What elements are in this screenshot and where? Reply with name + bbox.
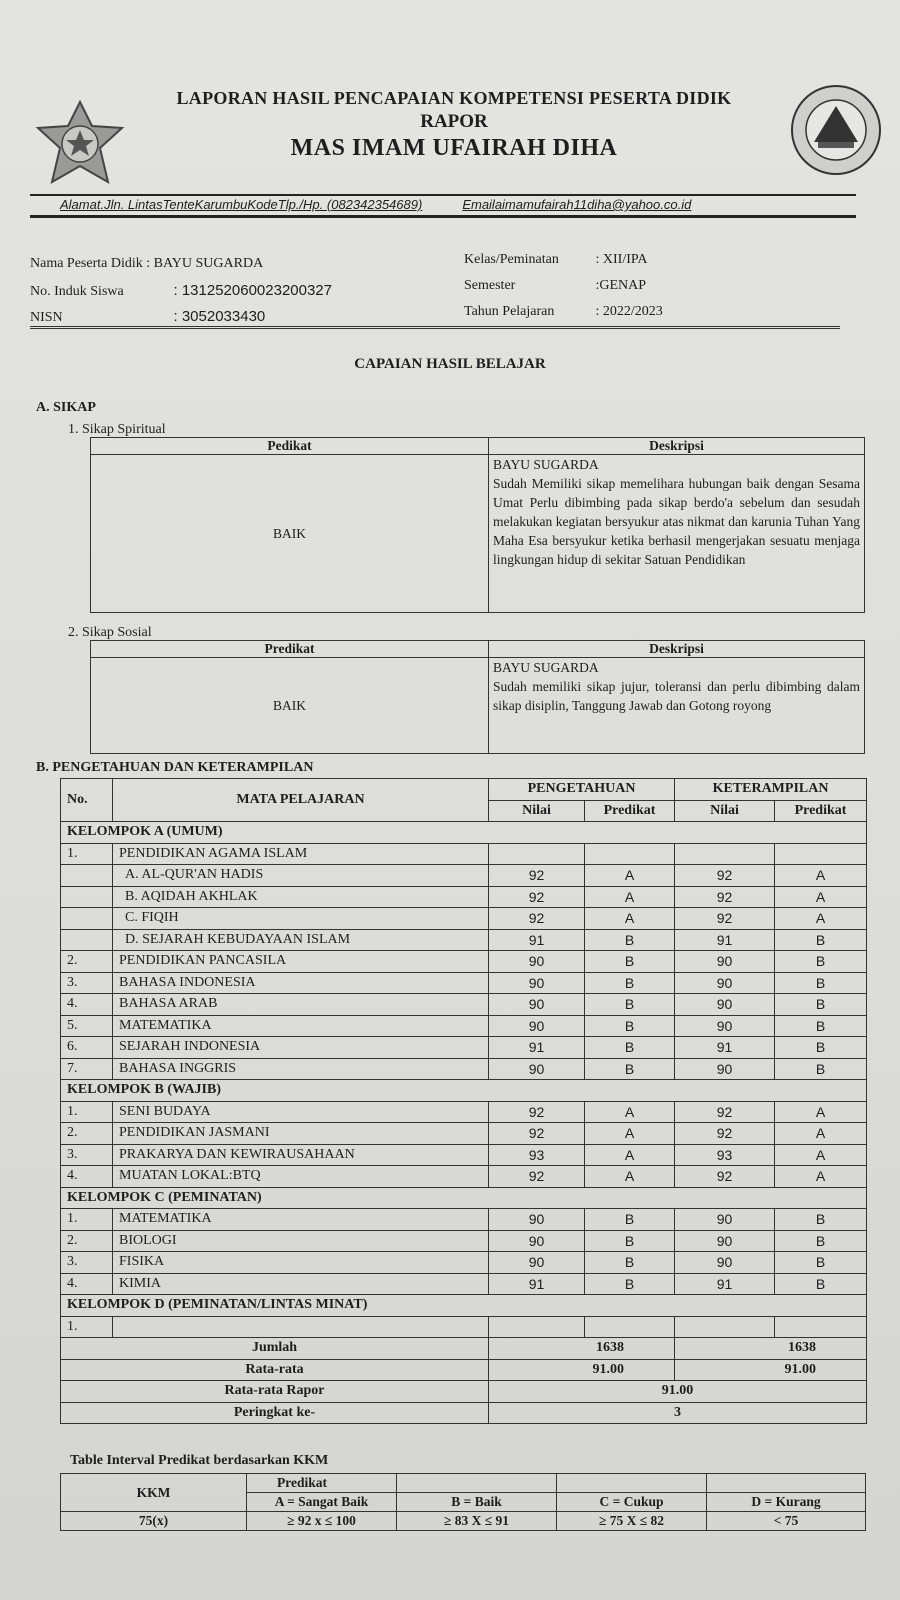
- sosial-description-cell: [489, 658, 865, 754]
- row-ket-nilai: 90: [675, 972, 775, 994]
- table-row: [61, 951, 867, 973]
- kkm-b-range: ≥ 83 X ≤ 91: [397, 1512, 557, 1531]
- row-subject: BIOLOGI: [113, 1230, 489, 1252]
- spiritual-predikat: BAIK: [91, 455, 489, 613]
- row-peng-nilai: 92: [489, 908, 585, 930]
- row-peng-predikat: A: [585, 886, 675, 908]
- row-peng-predikat: A: [585, 1101, 675, 1123]
- row-peng-nilai: 90: [489, 1015, 585, 1037]
- row-peng-nilai: 91: [489, 1273, 585, 1295]
- table-row: [61, 1058, 867, 1080]
- student-nis-label: No. Induk Siswa: [30, 284, 124, 299]
- row-peng-predikat: A: [585, 1166, 675, 1188]
- row-subject: C. FIQIH: [113, 908, 489, 930]
- kkm-c-label: C = Cukup: [557, 1493, 707, 1512]
- row-peng-nilai: 90: [489, 972, 585, 994]
- row-ket-nilai: 91: [675, 929, 775, 951]
- row-ket-nilai: 90: [675, 994, 775, 1016]
- row-ket-nilai: 91: [675, 1273, 775, 1295]
- row-no: 6.: [61, 1037, 113, 1059]
- kkm-a-label: A = Sangat Baik: [247, 1493, 397, 1512]
- student-identity: [30, 252, 850, 332]
- sosial-predikat: BAIK: [91, 658, 489, 754]
- row-no: 4.: [61, 1166, 113, 1188]
- row-subject: MATEMATIKA: [113, 1015, 489, 1037]
- spiritual-label: 1. Sikap Spiritual: [68, 422, 166, 437]
- sosial-label: 2. Sikap Sosial: [68, 625, 152, 640]
- row-ket-predikat: B: [775, 1058, 867, 1080]
- row-ket-nilai: 92: [675, 1123, 775, 1145]
- row-ket-predikat: B: [775, 929, 867, 951]
- row-ket-nilai: 90: [675, 951, 775, 973]
- row-peng-predikat: B: [585, 994, 675, 1016]
- row-ket-predikat: B: [775, 951, 867, 973]
- row-no: [61, 908, 113, 930]
- kkm-c-range: ≥ 75 X ≤ 82: [557, 1512, 707, 1531]
- spiritual-description: Sudah Memiliki sikap memelihara hubungan baik dengan Sesama Umat Perlu dibimbing pada sikap berdo'a sebelum dan sesudah melakukan kegiatan bersyukur atas nikmat dan karunia Tuhan Yang Maha Esa bersyukur ketika berhasil mengerjakan sesuatu menjaga lingkungan hidup di sekitar Satuan Pendidikan: [493, 476, 860, 567]
- sosial-pred-header: Predikat: [91, 641, 489, 658]
- group-d-header: KELOMPOK D (PEMINATAN/LINTAS MINAT): [61, 1295, 867, 1317]
- group-c-header: KELOMPOK C (PEMINATAN): [61, 1187, 867, 1209]
- jumlah-label: Jumlah: [61, 1338, 489, 1360]
- row-subject: B. AQIDAH AKHLAK: [113, 886, 489, 908]
- row-peng-predikat: A: [585, 1123, 675, 1145]
- table-row: [61, 886, 867, 908]
- row-peng-predikat: B: [585, 951, 675, 973]
- student-nisn-value: : 3052033430: [173, 308, 266, 325]
- col-ket-predikat-header: Predikat: [775, 800, 867, 822]
- kkm-d-range: < 75: [707, 1512, 866, 1531]
- sosial-description: Sudah memiliki sikap jujur, toleransi dan perlu dibimbing dalam sikap disiplin, Tanggung Jawab dan Gotong royong: [493, 679, 860, 713]
- table-row: [61, 1230, 867, 1252]
- student-nis-row: [30, 282, 332, 300]
- row-subject: BAHASA INDONESIA: [113, 972, 489, 994]
- row-no: 4.: [61, 994, 113, 1016]
- table-row: [61, 1015, 867, 1037]
- table-row: [61, 865, 867, 887]
- school-email: Emailaimamufairah11diha@yahoo.co.id: [462, 197, 692, 212]
- address-bar: [30, 194, 856, 218]
- row-no: 3.: [61, 1252, 113, 1274]
- table-row: [61, 1166, 867, 1188]
- row-subject: KIMIA: [113, 1273, 489, 1295]
- row-peng-predikat: B: [585, 1037, 675, 1059]
- row-subject: BAHASA INGGRIS: [113, 1058, 489, 1080]
- spiritual-table: [90, 437, 865, 613]
- col-keterampilan-header: KETERAMPILAN: [675, 779, 867, 801]
- row-ket-predikat: A: [775, 1166, 867, 1188]
- school-address: Alamat.Jln. LintasTenteKarumbuKodeTlp./Hp. (082342354689): [60, 197, 423, 212]
- table-row: [61, 1144, 867, 1166]
- student-nis-value: : 131252060023200327: [173, 282, 332, 299]
- row-ket-predikat: A: [775, 865, 867, 887]
- row-peng-nilai: 90: [489, 1252, 585, 1274]
- rata-label: Rata-rata: [61, 1359, 489, 1381]
- col-peng-predikat-header: Predikat: [585, 800, 675, 822]
- row-peng-nilai: 90: [489, 951, 585, 973]
- rata-pengetahuan: 91.00: [489, 1359, 675, 1381]
- spiritual-desc-name: BAYU SUGARDA: [493, 457, 599, 472]
- report-header: [30, 0, 878, 212]
- row-ket-nilai: 92: [675, 886, 775, 908]
- row-ket-predikat: B: [775, 1273, 867, 1295]
- row-no: 1.: [61, 1209, 113, 1231]
- row-subject: PENDIDIKAN JASMANI: [113, 1123, 489, 1145]
- row-no: 1.: [61, 1316, 113, 1338]
- row-subject: PRAKARYA DAN KEWIRAUSAHAAN: [113, 1144, 489, 1166]
- row-subject: PENDIDIKAN AGAMA ISLAM: [113, 843, 489, 865]
- row-peng-predikat: A: [585, 908, 675, 930]
- row-peng-nilai: 92: [489, 1123, 585, 1145]
- row-peng-predikat: B: [585, 1015, 675, 1037]
- row-peng-predikat: B: [585, 1209, 675, 1231]
- group-a-header: KELOMPOK A (UMUM): [61, 822, 867, 844]
- row-ket-nilai: 92: [675, 865, 775, 887]
- row-peng-nilai: 90: [489, 1209, 585, 1231]
- row-ket-predikat: B: [775, 1230, 867, 1252]
- rank-value: 3: [489, 1402, 867, 1424]
- row-no: 1.: [61, 1101, 113, 1123]
- row-subject: FISIKA: [113, 1252, 489, 1274]
- class-value: : XII/IPA: [595, 252, 648, 267]
- row-no: 7.: [61, 1058, 113, 1080]
- student-name-row: [30, 256, 263, 272]
- row-peng-nilai: 91: [489, 1037, 585, 1059]
- row-no: [61, 865, 113, 887]
- row-peng-nilai: 91: [489, 929, 585, 951]
- kkm-value: 75(x): [61, 1512, 247, 1531]
- year-row: [464, 304, 663, 320]
- divider: [30, 326, 840, 329]
- table-row: [61, 1101, 867, 1123]
- row-ket-predikat: B: [775, 1209, 867, 1231]
- class-label: Kelas/Peminatan: [464, 252, 559, 267]
- row-peng-nilai: 92: [489, 1166, 585, 1188]
- row-no: 3.: [61, 1144, 113, 1166]
- row-peng-predikat: B: [585, 1252, 675, 1274]
- row-no: [61, 886, 113, 908]
- row-ket-nilai: 92: [675, 908, 775, 930]
- row-ket-predikat: B: [775, 1252, 867, 1274]
- row-ket-nilai: 90: [675, 1058, 775, 1080]
- year-label: Tahun Pelajaran: [464, 304, 555, 319]
- row-ket-nilai: 90: [675, 1015, 775, 1037]
- grades-table: [60, 778, 867, 1424]
- row-peng-nilai: 93: [489, 1144, 585, 1166]
- row-ket-nilai: 91: [675, 1037, 775, 1059]
- rata-rapor-label: Rata-rata Rapor: [61, 1381, 489, 1403]
- grades-heading: B. PENGETAHUAN DAN KETERAMPILAN: [36, 760, 314, 775]
- row-ket-nilai: 93: [675, 1144, 775, 1166]
- report-titles: [30, 88, 878, 162]
- row-no: 2.: [61, 1123, 113, 1145]
- row-subject: MUATAN LOKAL:BTQ: [113, 1166, 489, 1188]
- row-no: 2.: [61, 1230, 113, 1252]
- row-no: 2.: [61, 951, 113, 973]
- kkm-b-label: B = Baik: [397, 1493, 557, 1512]
- jumlah-pengetahuan: 1638: [489, 1338, 675, 1360]
- row-ket-predikat: A: [775, 1123, 867, 1145]
- col-subject-header: MATA PELAJARAN: [113, 779, 489, 822]
- row-peng-predikat: A: [585, 1144, 675, 1166]
- rata-rapor-value: 91.00: [489, 1381, 867, 1403]
- table-row: [61, 929, 867, 951]
- row-ket-predikat: B: [775, 1015, 867, 1037]
- student-nisn-row: [30, 308, 265, 326]
- section-title: CAPAIAN HASIL BELAJAR: [354, 356, 546, 372]
- row-subject: MATEMATIKA: [113, 1209, 489, 1231]
- col-peng-nilai-header: Nilai: [489, 800, 585, 822]
- row-subject: A. AL-QUR'AN HADIS: [113, 865, 489, 887]
- row-peng-predikat: B: [585, 1058, 675, 1080]
- row-ket-nilai: 90: [675, 1252, 775, 1274]
- row-ket-nilai: 92: [675, 1101, 775, 1123]
- kkm-col-header: KKM: [61, 1474, 247, 1512]
- group-b-header: KELOMPOK B (WAJIB): [61, 1080, 867, 1102]
- table-row: [61, 908, 867, 930]
- sosial-desc-name: BAYU SUGARDA: [493, 660, 599, 675]
- row-peng-nilai: 90: [489, 1230, 585, 1252]
- row-no: 3.: [61, 972, 113, 994]
- row-peng-predikat: B: [585, 972, 675, 994]
- row-peng-predikat: A: [585, 865, 675, 887]
- rata-keterampilan: 91.00: [675, 1359, 867, 1381]
- sosial-desc-header: Deskripsi: [489, 641, 865, 658]
- row-peng-predikat: B: [585, 1230, 675, 1252]
- col-ket-nilai-header: Nilai: [675, 800, 775, 822]
- row-ket-predikat: B: [775, 1037, 867, 1059]
- row-subject: SEJARAH INDONESIA: [113, 1037, 489, 1059]
- row-subject: PENDIDIKAN PANCASILA: [113, 951, 489, 973]
- table-row: [61, 994, 867, 1016]
- student-nisn-label: NISN: [30, 310, 63, 325]
- spiritual-description-cell: [489, 455, 865, 613]
- sosial-table: [90, 640, 865, 754]
- spiritual-pred-header: Pedikat: [91, 438, 489, 455]
- row-no: 1.: [61, 843, 113, 865]
- table-row: [61, 1037, 867, 1059]
- row-peng-nilai: 90: [489, 994, 585, 1016]
- table-row: [61, 1252, 867, 1274]
- semester-label: Semester: [464, 278, 516, 293]
- table-row: [61, 1123, 867, 1145]
- row-ket-predikat: B: [775, 994, 867, 1016]
- row-peng-predikat: B: [585, 1273, 675, 1295]
- kkm-title: Table Interval Predikat berdasarkan KKM: [70, 1453, 329, 1468]
- table-row: [61, 1209, 867, 1231]
- row-ket-predikat: A: [775, 1144, 867, 1166]
- row-subject: D. SEJARAH KEBUDAYAAN ISLAM: [113, 929, 489, 951]
- row-peng-nilai: 92: [489, 886, 585, 908]
- spiritual-desc-header: Deskripsi: [489, 438, 865, 455]
- row-ket-predikat: A: [775, 886, 867, 908]
- row-subject: BAHASA ARAB: [113, 994, 489, 1016]
- grades-body: [61, 822, 867, 1424]
- row-peng-predikat: B: [585, 929, 675, 951]
- row-peng-nilai: 90: [489, 1058, 585, 1080]
- row-ket-nilai: 90: [675, 1209, 775, 1231]
- row-no: 4.: [61, 1273, 113, 1295]
- row-ket-predikat: B: [775, 972, 867, 994]
- row-ket-predikat: A: [775, 1101, 867, 1123]
- sikap-heading: A. SIKAP: [36, 400, 96, 415]
- table-row: [61, 972, 867, 994]
- row-peng-nilai: 92: [489, 1101, 585, 1123]
- kkm-table: [60, 1473, 866, 1531]
- year-value: : 2022/2023: [595, 304, 663, 319]
- row-peng-nilai: 92: [489, 865, 585, 887]
- row-ket-nilai: 90: [675, 1230, 775, 1252]
- student-name-value: : BAYU SUGARDA: [146, 256, 264, 271]
- col-no-header: No.: [61, 779, 113, 822]
- kkm-a-range: ≥ 92 x ≤ 100: [247, 1512, 397, 1531]
- row-subject: SENI BUDAYA: [113, 1101, 489, 1123]
- report-subtitle: RAPOR: [420, 111, 488, 132]
- class-row: [464, 252, 648, 268]
- kkm-d-label: D = Kurang: [707, 1493, 866, 1512]
- col-pengetahuan-header: PENGETAHUAN: [489, 779, 675, 801]
- semester-value: :GENAP: [595, 278, 647, 293]
- school-name: MAS IMAM UFAIRAH DIHA: [290, 135, 618, 161]
- row-no: 5.: [61, 1015, 113, 1037]
- kkm-predikat-header: Predikat: [247, 1474, 397, 1493]
- row-ket-predikat: A: [775, 908, 867, 930]
- student-name-label: Nama Peserta Didik: [30, 256, 143, 271]
- jumlah-keterampilan: 1638: [675, 1338, 867, 1360]
- table-row: [61, 1273, 867, 1295]
- semester-row: [464, 278, 646, 294]
- row-ket-nilai: 92: [675, 1166, 775, 1188]
- rank-label: Peringkat ke-: [61, 1402, 489, 1424]
- row-no: [61, 929, 113, 951]
- report-title: LAPORAN HASIL PENCAPAIAN KOMPETENSI PESERTA DIDIK: [176, 88, 732, 108]
